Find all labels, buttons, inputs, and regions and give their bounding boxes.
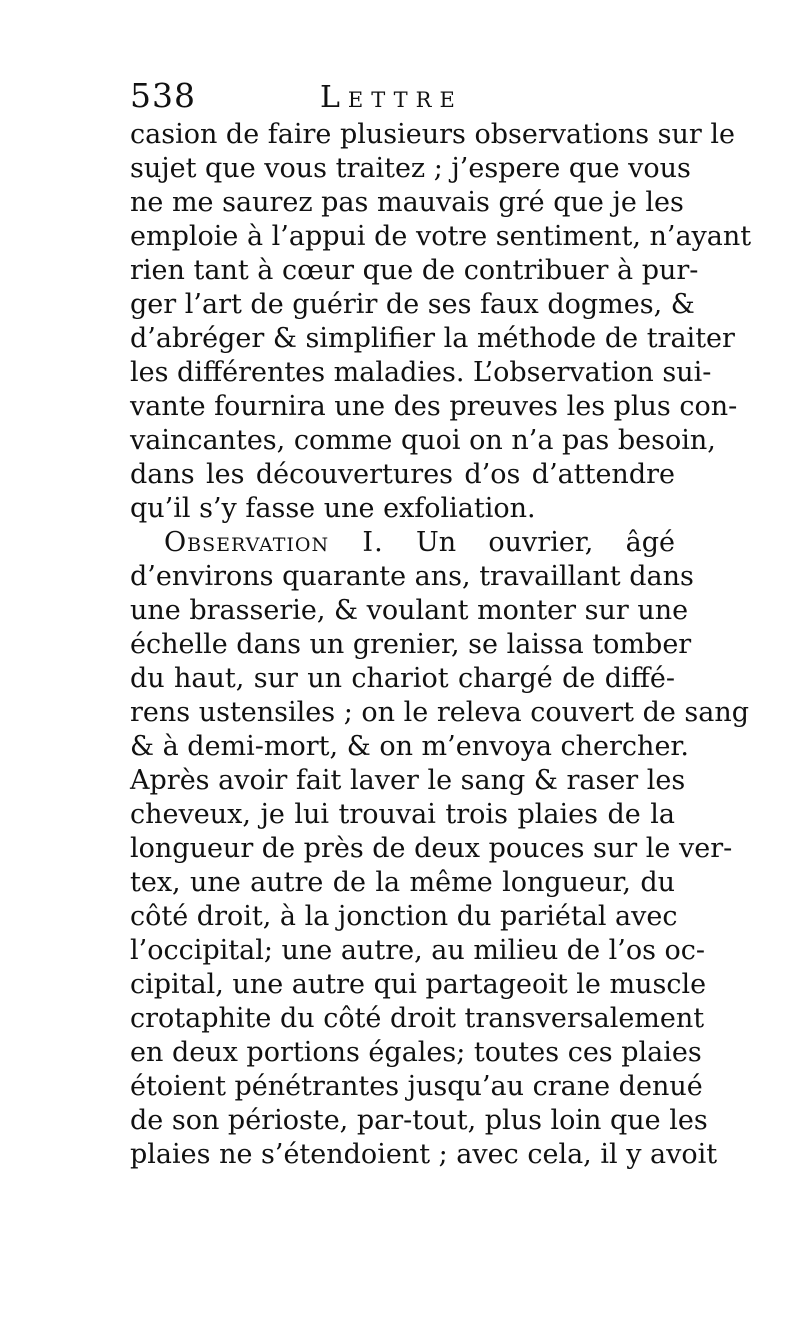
text-line: cheveux, je lui trouvai trois plaies de la <box>130 799 675 830</box>
body-text <box>130 118 752 1172</box>
text-line: les différentes maladies. L’observation sui- <box>130 357 712 388</box>
text-line: & à demi-mort, & on m’envoya chercher. <box>130 731 689 762</box>
text-line: l’occipital; une autre, au milieu de l’os oc- <box>130 935 706 966</box>
text-line: cipital, une autre qui partageoit le muscle <box>130 969 707 1000</box>
text-line: côté droit, à la jonction du pariétal avec <box>130 901 678 932</box>
text-line: crotaphite du côté droit transversalement <box>130 1003 705 1034</box>
text-line: tex, une autre de la même longueur, du <box>130 867 675 898</box>
text-line: longueur de près de deux pouces sur le ver- <box>130 833 733 864</box>
text-line: échelle dans un grenier, se laissa tomber <box>130 629 692 660</box>
text-line: plaies ne s’étendoient ; avec cela, il y avoit <box>130 1139 718 1170</box>
running-head: Lettre <box>320 80 463 115</box>
text-line: ger l’art de guérir de ses faux dogmes, & <box>130 289 695 320</box>
text-line: étoient pénétrantes jusqu’au crane denué <box>130 1071 703 1102</box>
text-line: ne me saurez pas mauvais gré que je les <box>130 187 684 218</box>
text-line: de son périoste, par-tout, plus loin que les <box>130 1105 708 1136</box>
observation-heading: Observation I. <box>164 527 384 558</box>
text-line: casion de faire plusieurs observations sur le <box>130 119 736 150</box>
text-line: emploie à l’appui de votre sentiment, n’ayant <box>130 221 752 252</box>
text-line: dans les découvertures d’os d’attendre <box>130 459 675 490</box>
text-line: d’environs quarante ans, travaillant dans <box>130 561 694 592</box>
text-line: qu’il s’y fasse une exfoliation. <box>130 493 536 524</box>
text-line: rien tant à cœur que de contribuer à pur- <box>130 255 699 286</box>
text-line: vaincantes, comme quoi on n’a pas besoin, <box>130 425 716 456</box>
observation-first-line-text: Un ouvrier, âgé <box>415 527 675 558</box>
text-line: vante fournira une des preuves les plus con- <box>130 391 738 422</box>
text-line: en deux portions égales; toutes ces plaies <box>130 1037 702 1068</box>
observation-first-line <box>130 526 675 560</box>
text-line: d’abréger & simplifier la méthode de traiter <box>130 323 735 354</box>
page-header <box>130 72 690 116</box>
text-line: une brasserie, & voulant monter sur une <box>130 595 689 626</box>
text-line: Après avoir fait laver le sang & raser les <box>130 765 686 796</box>
text-line: du haut, sur un chariot chargé de diffé- <box>130 663 675 694</box>
page-number: 538 <box>130 76 196 115</box>
text-line: rens ustensiles ; on le releva couvert de sang <box>130 697 750 728</box>
text-line: sujet que vous traitez ; j’espere que vous <box>130 153 691 184</box>
